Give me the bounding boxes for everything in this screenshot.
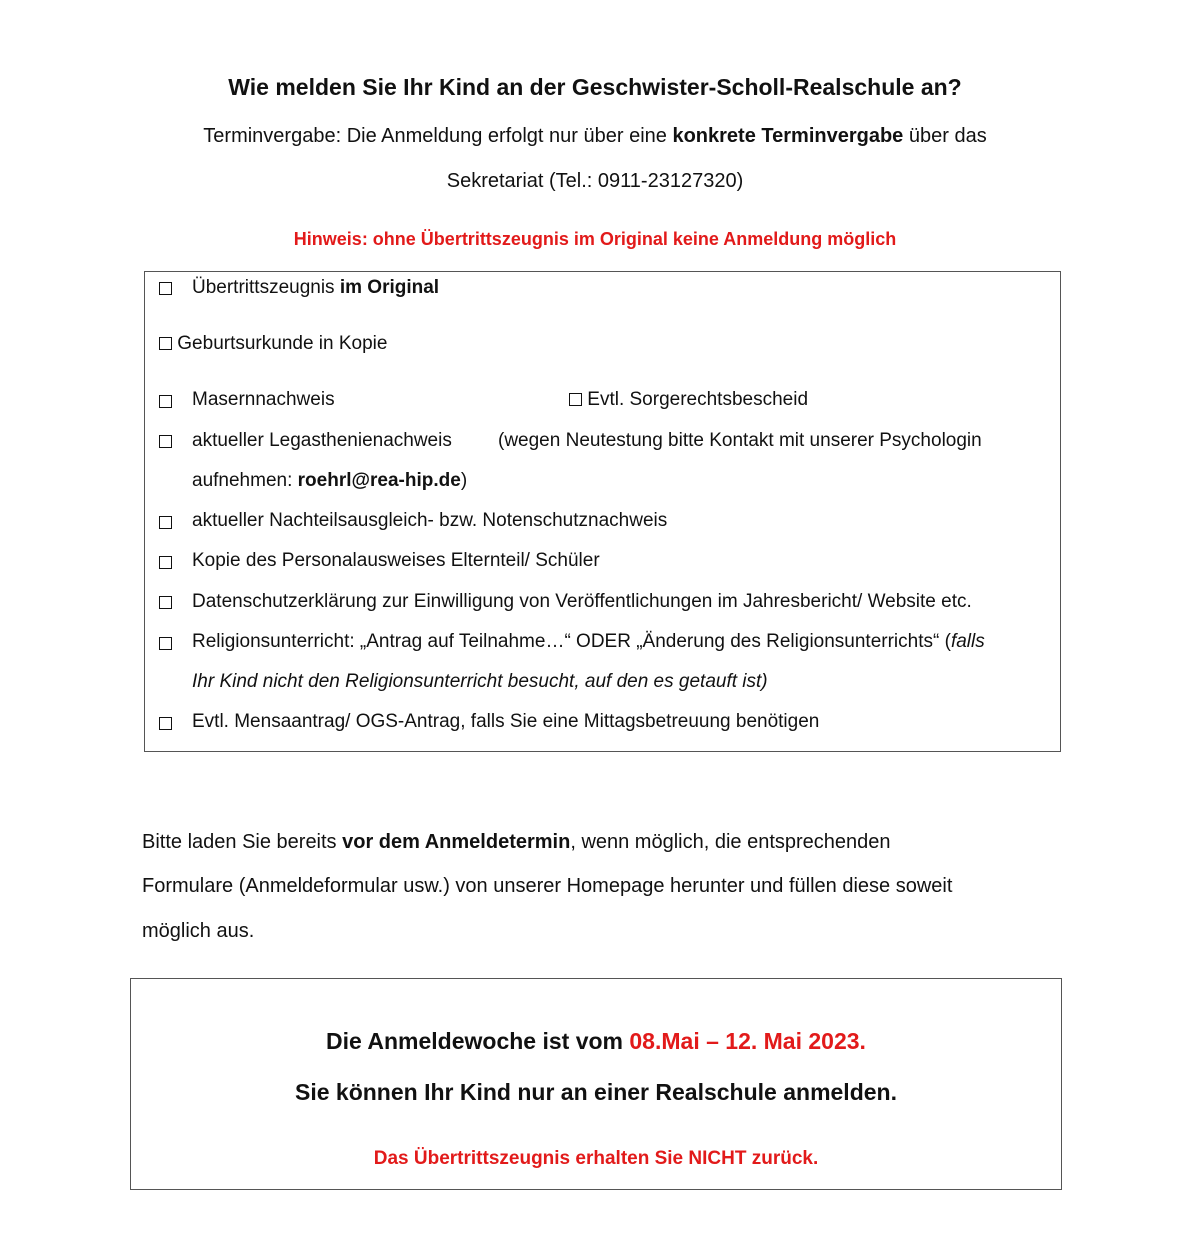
checkbox-sorgerecht[interactable]: [569, 393, 582, 406]
week-dates: 08.Mai – 12. Mai 2023.: [629, 1028, 866, 1054]
checklist-item-legasthenie: aktueller Legasthenienachweis: [192, 430, 452, 451]
checklist-item-masern: Masernnachweis: [192, 389, 335, 410]
checkbox-legasthenie[interactable]: [159, 431, 172, 453]
page-title: Wie melden Sie Ihr Kind an der Geschwister-Scholl-Realschule an?: [228, 74, 962, 100]
note-text: aufnehmen:: [192, 470, 298, 491]
checklist-item-personalausweis: Kopie des Personalausweises Elternteil/ Schüler: [192, 550, 600, 571]
checkbox-geburtsurkunde[interactable]: [159, 337, 172, 350]
checklist-item-geburtsurkunde: [159, 333, 387, 355]
checklist-item-nachteilsausgleich: aktueller Nachteilsausgleich- bzw. Notenschutznachweis: [192, 510, 668, 531]
intro-text-end: über das: [903, 125, 987, 147]
item-bold: im Original: [339, 277, 440, 298]
legasthenie-note-line-2: [192, 470, 467, 492]
paragraph-text-end: , wenn möglich, die entsprechenden: [570, 831, 891, 853]
checkbox-religion[interactable]: [159, 633, 172, 655]
intro-bold-text: konkrete Terminvergabe: [672, 125, 904, 147]
checkbox-mensa[interactable]: [159, 713, 172, 735]
intro-line-1: [0, 125, 1190, 148]
checklist-item-zeugnis: [192, 277, 439, 299]
paragraph-text: Bitte laden Sie bereits: [142, 831, 343, 853]
legasthenie-note: (wegen Neutestung bitte Kontakt mit unserer Psychologin: [498, 430, 982, 451]
item-text: Übertrittszeugnis: [192, 277, 340, 298]
checklist-item-religion: [192, 631, 985, 653]
document-checklist: [144, 271, 1061, 752]
registration-week: [131, 1028, 1061, 1055]
psychologist-email: roehrl@rea-hip.de: [297, 470, 461, 491]
item-text: Geburtsurkunde in Kopie: [177, 333, 388, 354]
item-text: Evtl. Sorgerechtsbescheid: [587, 389, 809, 410]
single-school-notice: Sie können Ihr Kind nur an einer Realschule anmelden.: [295, 1079, 897, 1105]
checkbox-zeugnis[interactable]: [159, 278, 172, 300]
checklist-item-mensa: Evtl. Mensaantrag/ OGS-Antrag, falls Sie eine Mittagsbetreuung benötigen: [192, 711, 820, 732]
paragraph-line-3: möglich aus.: [142, 920, 255, 942]
checkbox-masern[interactable]: [159, 391, 172, 413]
week-text: Die Anmeldewoche ist vom: [326, 1028, 630, 1054]
checkbox-nachteilsausgleich[interactable]: [159, 512, 172, 534]
checkbox-datenschutz[interactable]: [159, 592, 172, 614]
hint-text: Hinweis: ohne Übertrittszeugnis im Original keine Anmeldung möglich: [293, 229, 897, 249]
intro-line-2: Sekretariat (Tel.: 0911-23127320): [446, 170, 744, 192]
checklist-item-datenschutz: Datenschutzerklärung zur Einwilligung von Veröffentlichungen im Jahresbericht/ Website etc.: [192, 591, 972, 612]
item-text: Religionsunterricht: „Antrag auf Teilnahme…“ ODER „Änderung des Religionsunterrichts“ (: [192, 631, 951, 652]
item-italic: falls: [950, 631, 985, 652]
note-text-end: ): [460, 470, 468, 491]
religion-note-line-2: [192, 671, 768, 693]
paragraph-bold: vor dem Anmeldetermin: [342, 831, 571, 853]
checkbox-personalausweis[interactable]: [159, 552, 172, 574]
item-italic-line-2: Ihr Kind nicht den Religionsunterricht besucht, auf den es getauft ist): [192, 671, 768, 692]
intro-text: Terminvergabe: Die Anmeldung erfolgt nur über eine: [203, 125, 673, 147]
paragraph-line-1: [142, 831, 891, 854]
paragraph-line-2: Formulare (Anmeldeformular usw.) von unserer Homepage herunter und füllen diese soweit: [142, 875, 953, 897]
no-return-notice: Das Übertrittszeugnis erhalten Sie NICHT zurück.: [373, 1148, 819, 1169]
registration-info-box: [130, 978, 1062, 1190]
checklist-item-sorgerecht: [569, 389, 808, 411]
